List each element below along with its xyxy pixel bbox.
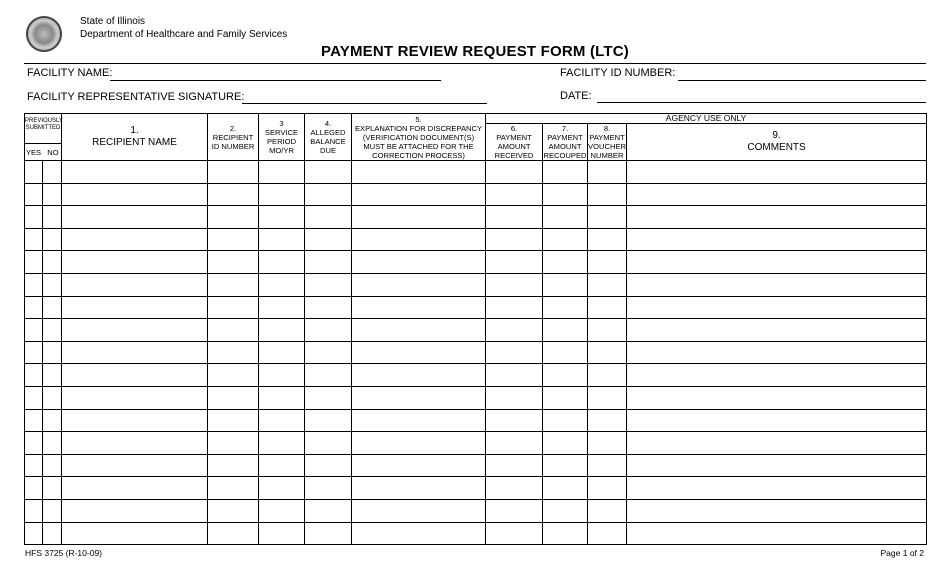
- cell-alleged-balance[interactable]: [305, 341, 352, 364]
- cell-payment-received[interactable]: [486, 477, 543, 500]
- table-row: [25, 296, 927, 319]
- payment-review-table: [24, 113, 927, 545]
- cell-explanation[interactable]: [352, 183, 486, 206]
- cell-explanation[interactable]: [352, 273, 486, 296]
- table-row: [25, 183, 927, 206]
- cell-no[interactable]: [43, 409, 62, 432]
- cell-yes[interactable]: [25, 409, 43, 432]
- cell-payment-received[interactable]: [486, 251, 543, 274]
- cell-recipient-name[interactable]: [62, 341, 208, 364]
- table-row: [25, 522, 927, 545]
- col-explanation: 5. EXPLANATION FOR DISCREPANCY (VERIFICATION DOCUMENT(S) MUST BE ATTACHED FOR THE CORRECTION PROCESS): [352, 114, 486, 161]
- form-id: HFS 3725 (R-10-09): [25, 548, 103, 558]
- cell-voucher-number[interactable]: [588, 183, 627, 206]
- table-row: [25, 228, 927, 251]
- cell-alleged-balance[interactable]: [305, 499, 352, 522]
- cell-payment-received[interactable]: [486, 409, 543, 432]
- cell-yes[interactable]: [25, 499, 43, 522]
- cell-recipient-name[interactable]: [62, 228, 208, 251]
- cell-explanation[interactable]: [352, 364, 486, 387]
- cell-yes[interactable]: [25, 386, 43, 409]
- cell-comments[interactable]: [627, 522, 927, 545]
- cell-no[interactable]: [43, 273, 62, 296]
- cell-recipient-name[interactable]: [62, 319, 208, 342]
- cell-service-period[interactable]: [259, 206, 305, 229]
- cell-service-period[interactable]: [259, 409, 305, 432]
- cell-voucher-number[interactable]: [588, 319, 627, 342]
- cell-recipient-name[interactable]: [62, 296, 208, 319]
- table-row: [25, 364, 927, 387]
- cell-explanation[interactable]: [352, 409, 486, 432]
- cell-recipient-id[interactable]: [208, 206, 259, 229]
- cell-comments[interactable]: [627, 477, 927, 500]
- cell-alleged-balance[interactable]: [305, 206, 352, 229]
- cell-comments[interactable]: [627, 341, 927, 364]
- cell-comments[interactable]: [627, 228, 927, 251]
- cell-recipient-id[interactable]: [208, 161, 259, 184]
- department-name: Department of Healthcare and Family Services: [80, 29, 288, 40]
- cell-no[interactable]: [43, 432, 62, 455]
- cell-service-period[interactable]: [259, 161, 305, 184]
- cell-recipient-id[interactable]: [208, 228, 259, 251]
- cell-explanation[interactable]: [352, 522, 486, 545]
- cell-payment-recouped[interactable]: [543, 161, 588, 184]
- table-row: [25, 477, 927, 500]
- cell-alleged-balance[interactable]: [305, 364, 352, 387]
- cell-payment-received[interactable]: [486, 386, 543, 409]
- yes-no-header: YES NO: [25, 144, 62, 161]
- cell-payment-received[interactable]: [486, 228, 543, 251]
- cell-service-period[interactable]: [259, 273, 305, 296]
- cell-payment-recouped[interactable]: [543, 296, 588, 319]
- facility-id-label: FACILITY ID NUMBER:: [560, 67, 676, 79]
- cell-payment-received[interactable]: [486, 161, 543, 184]
- facility-name-label: FACILITY NAME:: [27, 67, 113, 79]
- cell-voucher-number[interactable]: [588, 364, 627, 387]
- cell-service-period[interactable]: [259, 251, 305, 274]
- cell-comments[interactable]: [627, 251, 927, 274]
- col-comments: 9. COMMENTS: [627, 124, 927, 161]
- cell-yes[interactable]: [25, 364, 43, 387]
- cell-service-period[interactable]: [259, 499, 305, 522]
- cell-voucher-number[interactable]: [588, 386, 627, 409]
- table-row: [25, 206, 927, 229]
- prev-submitted-header: PREVIOUSLY SUBMITTED: [25, 114, 62, 144]
- cell-recipient-name[interactable]: [62, 432, 208, 455]
- cell-comments[interactable]: [627, 432, 927, 455]
- cell-alleged-balance[interactable]: [305, 273, 352, 296]
- cell-recipient-id[interactable]: [208, 273, 259, 296]
- cell-recipient-id[interactable]: [208, 522, 259, 545]
- cell-no[interactable]: [43, 499, 62, 522]
- cell-voucher-number[interactable]: [588, 432, 627, 455]
- cell-service-period[interactable]: [259, 477, 305, 500]
- cell-explanation[interactable]: [352, 499, 486, 522]
- cell-yes[interactable]: [25, 296, 43, 319]
- cell-payment-recouped[interactable]: [543, 522, 588, 545]
- table-row: [25, 319, 927, 342]
- cell-payment-recouped[interactable]: [543, 228, 588, 251]
- cell-explanation[interactable]: [352, 161, 486, 184]
- cell-voucher-number[interactable]: [588, 477, 627, 500]
- cell-explanation[interactable]: [352, 454, 486, 477]
- cell-no[interactable]: [43, 386, 62, 409]
- cell-recipient-id[interactable]: [208, 432, 259, 455]
- cell-payment-received[interactable]: [486, 364, 543, 387]
- cell-recipient-id[interactable]: [208, 319, 259, 342]
- cell-service-period[interactable]: [259, 364, 305, 387]
- cell-alleged-balance[interactable]: [305, 228, 352, 251]
- table-row: [25, 386, 927, 409]
- cell-recipient-id[interactable]: [208, 251, 259, 274]
- cell-payment-recouped[interactable]: [543, 454, 588, 477]
- cell-payment-received[interactable]: [486, 341, 543, 364]
- cell-no[interactable]: [43, 206, 62, 229]
- cell-voucher-number[interactable]: [588, 454, 627, 477]
- cell-comments[interactable]: [627, 206, 927, 229]
- cell-alleged-balance[interactable]: [305, 319, 352, 342]
- cell-payment-recouped[interactable]: [543, 251, 588, 274]
- cell-explanation[interactable]: [352, 228, 486, 251]
- cell-no[interactable]: [43, 341, 62, 364]
- cell-comments[interactable]: [627, 386, 927, 409]
- cell-recipient-name[interactable]: [62, 454, 208, 477]
- cell-service-period[interactable]: [259, 454, 305, 477]
- cell-yes[interactable]: [25, 522, 43, 545]
- table-row: [25, 432, 927, 455]
- cell-recipient-name[interactable]: [62, 364, 208, 387]
- cell-yes[interactable]: [25, 477, 43, 500]
- cell-service-period[interactable]: [259, 432, 305, 455]
- table-row: [25, 341, 927, 364]
- cell-recipient-id[interactable]: [208, 341, 259, 364]
- table-row: [25, 409, 927, 432]
- cell-no[interactable]: [43, 522, 62, 545]
- cell-voucher-number[interactable]: [588, 161, 627, 184]
- cell-voucher-number[interactable]: [588, 273, 627, 296]
- cell-recipient-name[interactable]: [62, 183, 208, 206]
- cell-no[interactable]: [43, 228, 62, 251]
- cell-alleged-balance[interactable]: [305, 432, 352, 455]
- cell-payment-received[interactable]: [486, 522, 543, 545]
- cell-voucher-number[interactable]: [588, 296, 627, 319]
- cell-payment-received[interactable]: [486, 319, 543, 342]
- cell-yes[interactable]: [25, 183, 43, 206]
- cell-service-period[interactable]: [259, 183, 305, 206]
- cell-recipient-name[interactable]: [62, 522, 208, 545]
- table-row: [25, 499, 927, 522]
- cell-payment-recouped[interactable]: [543, 319, 588, 342]
- cell-recipient-name[interactable]: [62, 409, 208, 432]
- cell-service-period[interactable]: [259, 296, 305, 319]
- cell-voucher-number[interactable]: [588, 409, 627, 432]
- cell-recipient-id[interactable]: [208, 364, 259, 387]
- cell-recipient-name[interactable]: [62, 386, 208, 409]
- cell-voucher-number[interactable]: [588, 522, 627, 545]
- cell-yes[interactable]: [25, 161, 43, 184]
- agency-header: [80, 15, 287, 41]
- cell-explanation[interactable]: [352, 206, 486, 229]
- cell-comments[interactable]: [627, 273, 927, 296]
- cell-payment-recouped[interactable]: [543, 341, 588, 364]
- cell-recipient-id[interactable]: [208, 499, 259, 522]
- cell-recipient-name[interactable]: [62, 477, 208, 500]
- cell-payment-recouped[interactable]: [543, 409, 588, 432]
- cell-payment-recouped[interactable]: [543, 432, 588, 455]
- cell-no[interactable]: [43, 477, 62, 500]
- date-field[interactable]: [597, 102, 926, 103]
- page-number: Page 1 of 2: [880, 548, 924, 558]
- cell-recipient-id[interactable]: [208, 183, 259, 206]
- cell-recipient-name[interactable]: [62, 499, 208, 522]
- cell-recipient-id[interactable]: [208, 477, 259, 500]
- cell-payment-recouped[interactable]: [543, 183, 588, 206]
- col-recipient-id: 2. RECIPIENT ID NUMBER: [208, 114, 259, 161]
- cell-voucher-number[interactable]: [588, 341, 627, 364]
- facility-id-field[interactable]: [678, 80, 926, 81]
- cell-no[interactable]: [43, 454, 62, 477]
- cell-alleged-balance[interactable]: [305, 477, 352, 500]
- cell-no[interactable]: [43, 183, 62, 206]
- cell-explanation[interactable]: [352, 477, 486, 500]
- cell-payment-received[interactable]: [486, 206, 543, 229]
- cell-payment-received[interactable]: [486, 273, 543, 296]
- cell-payment-recouped[interactable]: [543, 364, 588, 387]
- cell-no[interactable]: [43, 296, 62, 319]
- cell-voucher-number[interactable]: [588, 228, 627, 251]
- cell-payment-recouped[interactable]: [543, 499, 588, 522]
- cell-yes[interactable]: [25, 432, 43, 455]
- cell-alleged-balance[interactable]: [305, 183, 352, 206]
- date-label: DATE:: [560, 90, 592, 102]
- cell-recipient-name[interactable]: [62, 251, 208, 274]
- cell-explanation[interactable]: [352, 319, 486, 342]
- cell-explanation[interactable]: [352, 432, 486, 455]
- cell-no[interactable]: [43, 319, 62, 342]
- signature-field[interactable]: [242, 103, 487, 104]
- table-row: [25, 251, 927, 274]
- cell-yes[interactable]: [25, 251, 43, 274]
- cell-alleged-balance[interactable]: [305, 161, 352, 184]
- cell-comments[interactable]: [627, 183, 927, 206]
- page-title: PAYMENT REVIEW REQUEST FORM (LTC): [321, 43, 629, 60]
- cell-comments[interactable]: [627, 296, 927, 319]
- cell-alleged-balance[interactable]: [305, 296, 352, 319]
- cell-payment-recouped[interactable]: [543, 477, 588, 500]
- cell-yes[interactable]: [25, 341, 43, 364]
- cell-no[interactable]: [43, 161, 62, 184]
- state-name: State of Illinois: [80, 16, 146, 27]
- col-payment-recouped: 7. PAYMENT AMOUNT RECOUPED: [543, 124, 587, 160]
- header-divider: [24, 63, 926, 64]
- cell-no[interactable]: [43, 251, 62, 274]
- facility-name-field[interactable]: [110, 80, 441, 81]
- cell-payment-recouped[interactable]: [543, 206, 588, 229]
- cell-alleged-balance[interactable]: [305, 522, 352, 545]
- cell-explanation[interactable]: [352, 386, 486, 409]
- cell-explanation[interactable]: [352, 341, 486, 364]
- col-payment-received: 6. PAYMENT AMOUNT RECEIVED: [486, 124, 543, 161]
- cell-service-period[interactable]: [259, 341, 305, 364]
- cell-explanation[interactable]: [352, 296, 486, 319]
- cell-voucher-number[interactable]: [588, 206, 627, 229]
- cell-service-period[interactable]: [259, 319, 305, 342]
- cell-payment-recouped[interactable]: [543, 386, 588, 409]
- cell-yes[interactable]: [25, 228, 43, 251]
- agency-use-only-header: AGENCY USE ONLY: [486, 114, 927, 124]
- col-recipient-name: 1. RECIPIENT NAME: [62, 114, 208, 161]
- cell-recipient-name[interactable]: [62, 273, 208, 296]
- cell-payment-received[interactable]: [486, 183, 543, 206]
- cell-payment-received[interactable]: [486, 432, 543, 455]
- cell-recipient-name[interactable]: [62, 161, 208, 184]
- cell-payment-received[interactable]: [486, 499, 543, 522]
- cell-recipient-id[interactable]: [208, 386, 259, 409]
- cell-comments[interactable]: [627, 454, 927, 477]
- cell-payment-received[interactable]: [486, 296, 543, 319]
- table-row: [25, 454, 927, 477]
- cell-alleged-balance[interactable]: [305, 251, 352, 274]
- col-voucher-number: 8. PAYMENT VOUCHER NUMBER: [588, 124, 626, 160]
- cell-alleged-balance[interactable]: [305, 409, 352, 432]
- cell-service-period[interactable]: [259, 228, 305, 251]
- cell-alleged-balance[interactable]: [305, 454, 352, 477]
- col-alleged-balance: 4. ALLEGED BALANCE DUE: [305, 114, 352, 161]
- cell-payment-recouped[interactable]: [543, 273, 588, 296]
- cell-comments[interactable]: [627, 319, 927, 342]
- cell-recipient-id[interactable]: [208, 454, 259, 477]
- cell-service-period[interactable]: [259, 522, 305, 545]
- cell-comments[interactable]: [627, 499, 927, 522]
- cell-comments[interactable]: [627, 161, 927, 184]
- cell-payment-received[interactable]: [486, 454, 543, 477]
- cell-recipient-id[interactable]: [208, 296, 259, 319]
- cell-comments[interactable]: [627, 364, 927, 387]
- cell-yes[interactable]: [25, 273, 43, 296]
- signature-label: FACILITY REPRESENTATIVE SIGNATURE:: [27, 91, 245, 103]
- table-row: [25, 161, 927, 184]
- cell-comments[interactable]: [627, 409, 927, 432]
- cell-yes[interactable]: [25, 319, 43, 342]
- cell-voucher-number[interactable]: [588, 499, 627, 522]
- cell-service-period[interactable]: [259, 386, 305, 409]
- col-service-period: 3 SERVICE PERIOD MO/YR: [259, 114, 305, 161]
- cell-no[interactable]: [43, 364, 62, 387]
- cell-yes[interactable]: [25, 206, 43, 229]
- cell-explanation[interactable]: [352, 251, 486, 274]
- cell-voucher-number[interactable]: [588, 251, 627, 274]
- cell-recipient-name[interactable]: [62, 206, 208, 229]
- table-row: [25, 273, 927, 296]
- cell-alleged-balance[interactable]: [305, 386, 352, 409]
- cell-recipient-id[interactable]: [208, 409, 259, 432]
- cell-yes[interactable]: [25, 454, 43, 477]
